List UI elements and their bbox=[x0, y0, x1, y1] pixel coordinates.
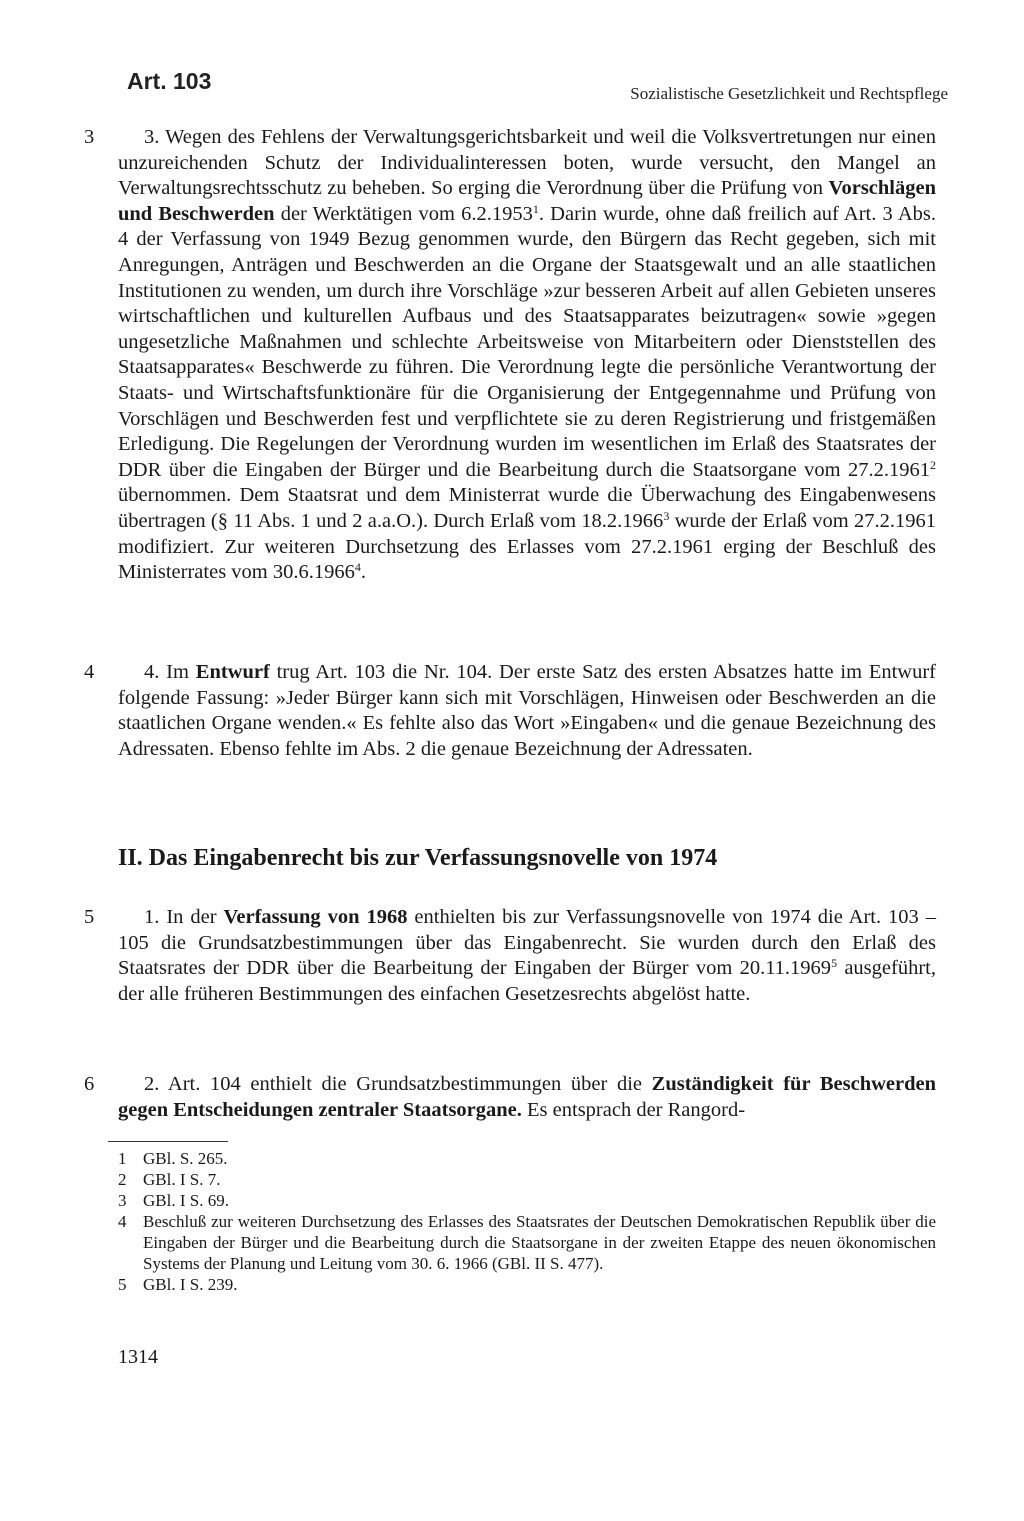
footnote-text: GBl. I S. 239. bbox=[143, 1275, 238, 1294]
footnote-reference: 3 bbox=[663, 508, 670, 523]
footnote-reference: 2 bbox=[930, 457, 936, 472]
text-run: 3. Wegen des Fehlens der Verwaltungsgerichtsbarkeit und weil die Volksvertretungen nur einen unzureichenden Schutz der Individualinteressen boten, wurde versucht, den Mangel an Verwaltungsrechtsschutz zu beheben. So erging die Verordnung über die Prüfung von bbox=[118, 126, 936, 200]
paragraph bbox=[118, 1072, 936, 1123]
footnote bbox=[118, 1190, 936, 1211]
footnote bbox=[118, 1148, 936, 1169]
margin-number: 6 bbox=[84, 1073, 95, 1095]
bold-term: Verfassung von 1968 bbox=[223, 906, 408, 928]
section-heading: II. Das Eingabenrecht bis zur Verfassungsnovelle von 1974 bbox=[118, 845, 718, 871]
text-run: ausgeführt, der alle früheren Bestimmungen des einfachen Gesetzesrechts abgelöst hatte. bbox=[118, 957, 936, 1005]
bold-term: Entwurf bbox=[195, 661, 270, 683]
article-label: Art. 103 bbox=[127, 68, 212, 94]
footnotes bbox=[118, 1148, 936, 1295]
footnote bbox=[118, 1211, 936, 1274]
paragraph bbox=[118, 125, 936, 586]
running-head: Sozialistische Gesetzlichkeit und Rechtspflege bbox=[630, 84, 948, 103]
text-run: der Werktätigen vom 6.2.1953 bbox=[274, 202, 533, 225]
margin-number: 3 bbox=[84, 126, 95, 148]
text-run: Es entsprach der Rangord- bbox=[521, 1098, 746, 1121]
bold-term: Zuständigkeit für Beschwerden gegen Entscheidungen zentraler Staatsorgane. bbox=[118, 1073, 936, 1121]
margin-number: 4 bbox=[84, 661, 95, 683]
paragraph bbox=[118, 660, 936, 762]
text-run: 1. In der bbox=[144, 906, 224, 928]
footnote-reference: 1 bbox=[532, 201, 539, 216]
paragraph bbox=[118, 905, 936, 1007]
footnote-number: 4 bbox=[118, 1212, 127, 1231]
footnote-number: 3 bbox=[118, 1191, 127, 1210]
text-run: . Darin wurde, ohne daß freilich auf Art. 3 Abs. 4 der Verfassung von 1949 Bezug genommen wurde, den Bürgern das Recht gegeben, sich mit Anregungen, Anträgen und Beschwerden an die Organe der Staatsgewalt und an alle staatlichen Institutionen zu wenden, um durch ihre Vorschläge »zur besseren Arbeit auf allen Gebieten unseres wirtschaftlichen und kulturellen Aufbaus und des Staatsapparates beizutragen« sowie »gegen ungesetzliche Maßnahmen und schlechte Arbeitsweise von Mitarbeitern oder Dienststellen des Staatsapparates« Beschwerde zu führen. Die Verordnung legte die persönliche Verantwortung der Staats- und Wirtschaftsfunktionäre für die Organisierung der Entgegennahme und Prüfung von Vorschlägen und Beschwerden fest und verpflichtete sie zu deren Registrierung und fristgemäßen Erledigung. Die Regelungen der Verordnung wurden im wesentlichen im Erlaß des Staatsrates der DDR über die Eingaben der Bürger und die Bearbeitung durch die Staatsorgane vom 27.2.1961 bbox=[118, 202, 936, 481]
page-number: 1314 bbox=[118, 1346, 158, 1368]
text-run: trug Art. 103 die Nr. 104. Der erste Satz des ersten Absatzes hatte im Entwurf folgende Fassung: »Jeder Bürger kann sich mit Vorschlägen, Hinweisen oder Beschwerden an die staatlichen Organe wenden.« Es fehlte also das Wort »Eingaben« und die genaue Bezeichnung des Adressaten. Ebenso fehlte im Abs. 2 die genaue Bezeichnung der Adressaten. bbox=[118, 661, 936, 760]
footnote-text: GBl. S. 265. bbox=[143, 1149, 228, 1168]
footnote-rule bbox=[108, 1141, 228, 1142]
footnote-text: Beschluß zur weiteren Durchsetzung des Erlasses des Staatsrates der Deutschen Demokratischen Republik über die Eingaben der Bürger und die Bearbeitung durch die Staatsorgane in der zweiten Etappe des neuen ökonomischen Systems der Planung und Leitung vom 30. 6. 1966 (GBl. II S. 477). bbox=[143, 1212, 936, 1273]
text-run: 4. Im bbox=[144, 661, 196, 683]
text-run: wurde der Erlaß vom 27.2.1961 modifiziert. Zur weiteren Durchsetzung des Erlasses vom 27.2.1961 erging der Beschluß des Ministerrates vom 30.6.1966 bbox=[118, 509, 936, 584]
footnote-text: GBl. I S. 7. bbox=[143, 1170, 221, 1189]
bold-term: Vorschlägen und Beschwerden bbox=[118, 177, 936, 225]
footnote-number: 2 bbox=[118, 1170, 127, 1189]
footnote bbox=[118, 1169, 936, 1190]
text-run: 2. Art. 104 enthielt die Grundsatzbestimmungen über die bbox=[144, 1073, 652, 1095]
text-run: . bbox=[360, 561, 366, 584]
footnote-number: 5 bbox=[118, 1275, 127, 1294]
footnote bbox=[118, 1274, 936, 1295]
footnote-reference: 4 bbox=[354, 560, 361, 575]
text-run: enthielten bis zur Verfassungsnovelle von 1974 die Art. 103 – 105 die Grundsatzbestimmungen über das Eingabenrecht. Sie wurden durch den Erlaß des Staatsrates der DDR über die Bearbeitung der Eingaben der Bürger vom 20.11.1969 bbox=[118, 906, 936, 980]
footnote-text: GBl. I S. 69. bbox=[143, 1191, 229, 1210]
text-run: übernommen. Dem Staatsrat und dem Ministerrat wurde die Überwachung des Eingabenwesens übertragen (§ 11 Abs. 1 und 2 a.a.O.). Durch Erlaß vom 18.2.1966 bbox=[118, 484, 936, 532]
margin-number: 5 bbox=[84, 906, 95, 928]
footnote-number: 1 bbox=[118, 1149, 127, 1168]
footnote-reference: 5 bbox=[831, 956, 838, 971]
